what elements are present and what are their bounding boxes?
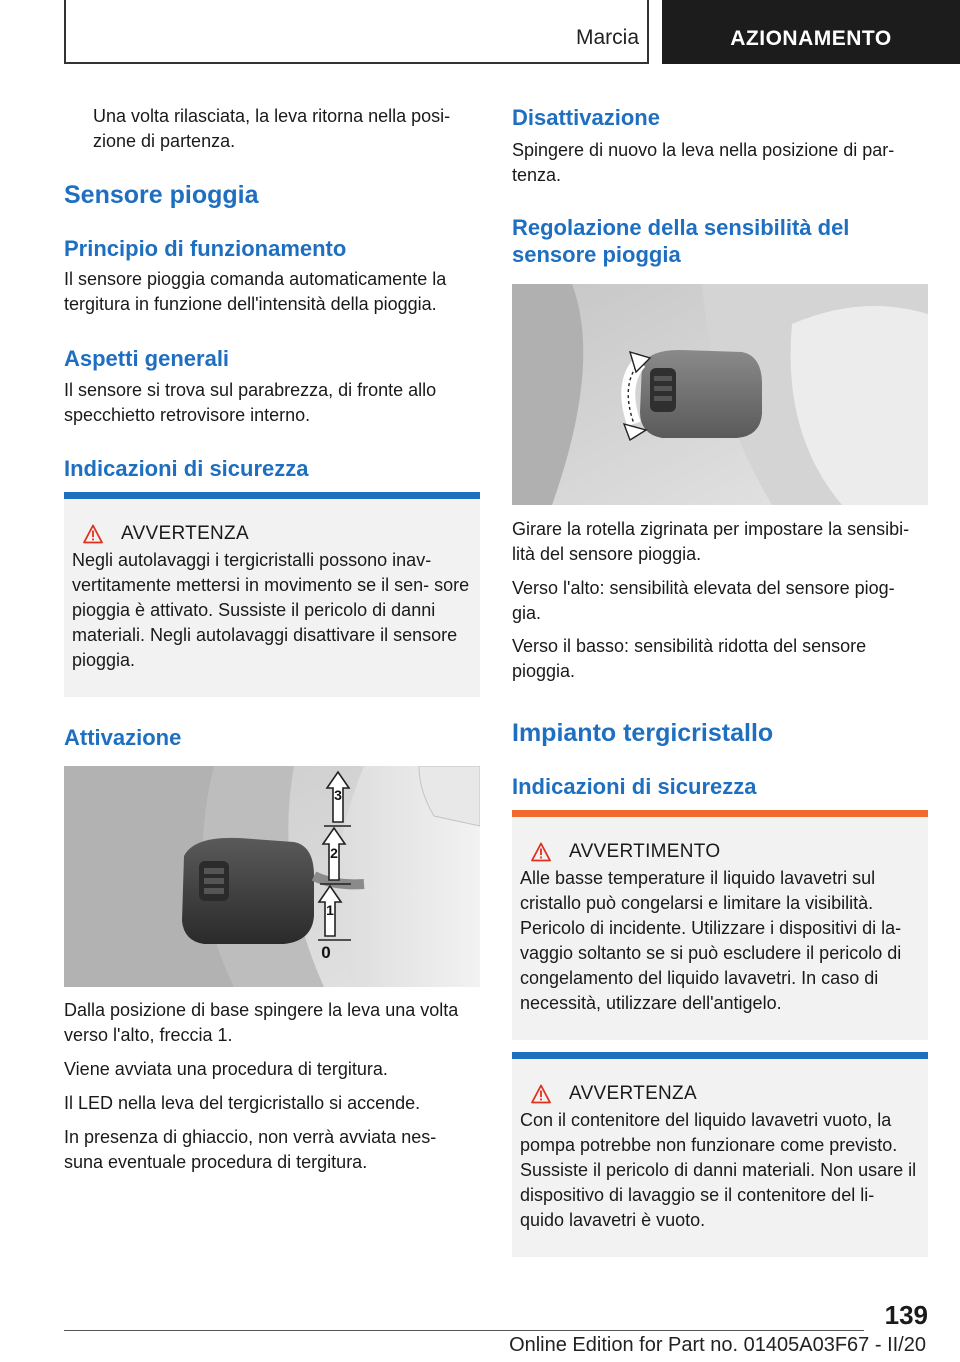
warning-box-empty-reservoir	[512, 1052, 928, 1257]
heading-rain-sensor: Sensore pioggia	[64, 181, 259, 209]
warning-title: AVVERTENZA	[569, 1083, 697, 1104]
figure-knurled-wheel	[512, 284, 928, 505]
header-section-label: Marcia	[575, 26, 639, 49]
intro-text: Una volta rilasciata, la leva ritorna nella posi‐ zione di partenza.	[93, 106, 451, 151]
general-text: Il sensore si trova sul parabrezza, di fronte allo specchietto retrovisore interno.	[64, 380, 437, 425]
figure-label-0: 0	[321, 943, 331, 962]
activation-text-4: In presenza di ghiaccio, non verrà avviata nes‐ suna eventuale procedura di tergitura.	[64, 1127, 437, 1172]
heading-deactivation: Disattivazione	[512, 105, 660, 130]
deactivation-text: Spingere di nuovo la leva nella posizione di par‐ tenza.	[512, 140, 895, 185]
warning-box-rain-sensor	[64, 492, 480, 697]
figure-wiper-lever-positions	[64, 766, 480, 987]
warning-title: AVVERTIMENTO	[569, 841, 721, 862]
warning-title-row	[520, 840, 720, 864]
warning-box-freezing	[512, 810, 928, 1040]
sensitivity-text-2: Verso l'alto: sensibilità elevata del sensore piog‐ gia.	[512, 578, 895, 623]
heading-principle: Principio di funzionamento	[64, 236, 347, 261]
heading-activation: Attivazione	[64, 725, 182, 750]
header-chapter-tab	[662, 0, 960, 64]
footer-edition: Online Edition for Part no. 01405A03F67 - II/20	[509, 1334, 926, 1356]
activation-text-3: Il LED nella leva del tergicristallo si accende.	[64, 1093, 421, 1113]
heading-wiper-system: Impianto tergicristallo	[512, 719, 774, 747]
warning-triangle-icon	[531, 842, 551, 862]
sensitivity-text-3: Verso il basso: sensibilità ridotta del sensore pioggia.	[512, 636, 867, 681]
header-chapter-label: AZIONAMENTO	[730, 27, 892, 50]
footer-divider	[64, 1330, 864, 1331]
warning-text: Alle basse temperature il liquido lavavetri sul cristallo può congelarsi e limitare la visibilità. Pericolo di incidente. Utilizzare i dispositivi di la‐ vaggio soltanto se si può escludere il pericolo di congelamento del liquido lavavetri. In caso di necessità, utilizzare dell'antigelo.	[520, 868, 902, 1013]
heading-sensitivity: Regolazione della sensibilità del sensore pioggia	[512, 215, 850, 267]
warning-triangle-icon	[531, 1084, 551, 1104]
figure-label-2: 2	[330, 845, 338, 861]
warning-title-row	[72, 522, 249, 546]
warning-text: Negli autolavaggi i tergicristalli possono inav‐ vertitamente mettersi in movimento se il sen‐ sore pioggia è attivato. Sussiste il pericolo di danni materiali. Negli autolavaggi disattivare il sensore pioggia.	[72, 550, 470, 670]
warning-triangle-icon	[83, 524, 103, 544]
warning-bar-orange	[512, 810, 928, 817]
figure-label-1: 1	[326, 902, 334, 918]
heading-general: Aspetti generali	[64, 346, 230, 371]
sensitivity-text-1: Girare la rotella zigrinata per impostare la sensibi‐ lità del sensore pioggia.	[512, 519, 910, 564]
principle-text: Il sensore pioggia comanda automaticamente la tergitura in funzione dell'intensità della pioggia.	[64, 269, 447, 314]
page-number: 139	[884, 1300, 928, 1330]
header-section-tab	[64, 0, 649, 64]
warning-bar	[64, 492, 480, 499]
activation-text-1: Dalla posizione di base spingere la leva una volta verso l'alto, freccia 1.	[64, 1000, 459, 1045]
heading-safety-left: Indicazioni di sicurezza	[64, 456, 309, 481]
figure-label-3: 3	[334, 787, 342, 803]
warning-title-row	[520, 1082, 697, 1106]
warning-title: AVVERTENZA	[121, 523, 249, 544]
activation-text-2: Viene avviata una procedura di tergitura.	[64, 1059, 388, 1079]
warning-bar	[512, 1052, 928, 1059]
heading-safety-right: Indicazioni di sicurezza	[512, 774, 757, 799]
warning-text: Con il contenitore del liquido lavavetri vuoto, la pompa potrebbe non funzionare come previsto. Sussiste il pericolo di danni materiali. Non usare il dispositivo di lavaggio se il contenitore del li‐ quido lavavetri è vuoto.	[520, 1110, 917, 1230]
